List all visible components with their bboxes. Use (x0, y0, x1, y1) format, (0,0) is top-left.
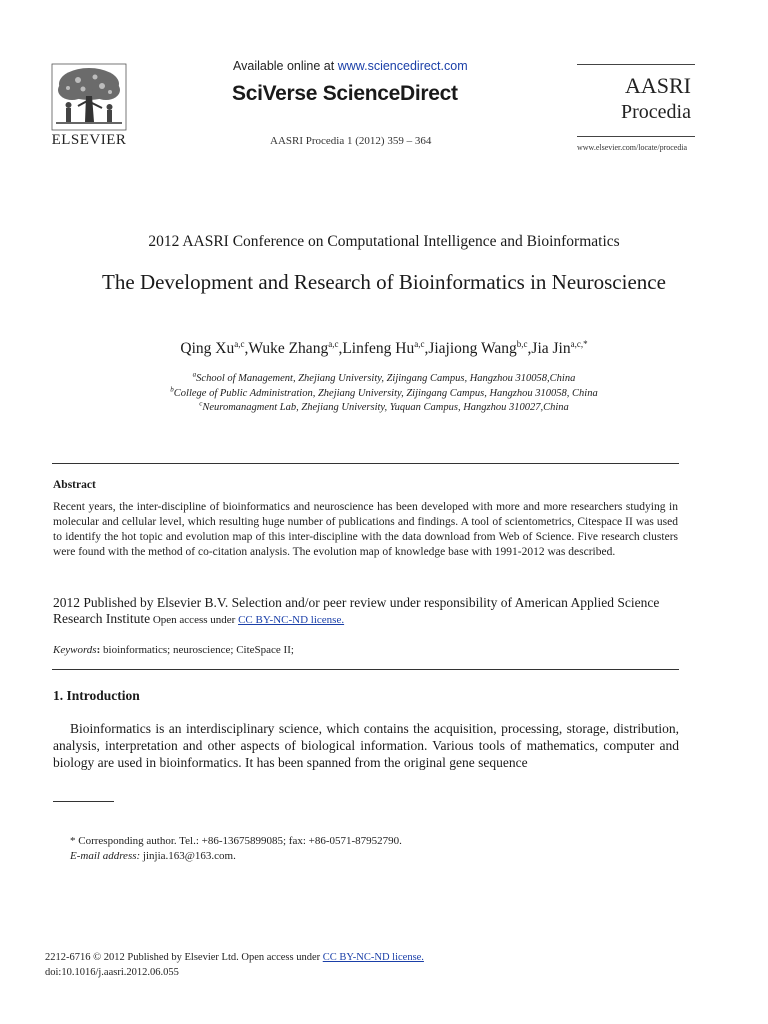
author-separator: , (338, 340, 343, 357)
affiliation-mark: a (192, 370, 197, 379)
doi-line: doi:10.1016/j.aasri.2012.06.055 (45, 967, 179, 978)
abstract-bottom-rule (52, 669, 679, 670)
affiliation-a (0, 370, 768, 384)
publisher-name: ELSEVIER (51, 132, 127, 148)
abstract-body: Recent years, the inter-discipline of bioinformatics and neuroscience has been developed with more and more researchers studying in molecular and cellular level, which resulting huge number of publications and findings. A tool of scientometrics, Citespace II was used to identify the hot topic and evolution map of this inter-discipline with the data download from Web of Science. Five research clusters were found with the method of co-citation analysis. The evolution map of knowledge base with 1991-2012 was described. (53, 501, 678, 558)
author-name: Qing Xu (180, 340, 235, 357)
affiliation-text: School of Management, Zhejiang University, Zijingang Campus, Hangzhou 310058,China (196, 373, 576, 384)
author-name: Linfeng Hu (342, 340, 415, 357)
author-affiliation-mark: a,c (328, 338, 339, 349)
issn-line (45, 952, 424, 963)
affiliation-mark: b (170, 385, 174, 394)
affiliation-b (0, 385, 768, 399)
author-separator: , (527, 340, 532, 357)
cc-license-link[interactable]: CC BY-NC-ND license. (238, 614, 345, 626)
copyright-text: 2012 Published by Elsevier B.V. Selection and/or peer review under responsibility of American Applied Science Research Institute (53, 595, 660, 626)
keywords-text: bioinformatics; neuroscience; CiteSpace II; (100, 644, 294, 656)
author-affiliation-mark: a,c,* (570, 338, 588, 349)
author-separator: , (244, 340, 249, 357)
open-access-text: Open access under (238, 952, 323, 963)
journal-box-bottom-rule (577, 136, 695, 137)
journal-url-link[interactable]: www.elsevier.com/locate/procedia (577, 143, 688, 152)
abstract-top-rule (52, 463, 679, 464)
paper-title: The Development and Research of Bioinformatics in Neuroscience (102, 270, 666, 294)
affiliation-c (0, 399, 768, 413)
footnote-rule (53, 801, 114, 802)
available-online-prefix: Available online at (233, 59, 338, 73)
issn-text: 2212-6716 © 2012 Published by Elsevier Ltd. (45, 952, 239, 963)
journal-name-procedia: Procedia (621, 101, 691, 123)
corresponding-author-note: * Corresponding author. Tel.: +86-13675899085; fax: +86-0571-87952790. (70, 835, 402, 847)
author-name: Jia Jin (531, 340, 571, 357)
journal-name-aasri: AASRI (624, 73, 691, 98)
conference-name: 2012 AASRI Conference on Computational Intelligence and Bioinformatics (148, 233, 620, 250)
affiliation-text: College of Public Administration, Zhejiang University, Zijingang Campus, Hangzhou 310058, China (173, 388, 598, 399)
cc-license-link[interactable]: CC BY-NC-ND license. (322, 952, 424, 963)
sciverse-sciencedirect-logo: SciVerse ScienceDirect (232, 82, 458, 105)
introduction-body: Bioinformatics is an interdisciplinary science, which contains the acquisition, processing, storage, distribution, analysis, interpretation and other aspects of biological information. Various tools of mathematics, computer and biology are used in bioinformatics. It has been spanned from the original gene sequence (53, 721, 679, 770)
journal-box-top-rule (577, 64, 695, 65)
keywords-label: Keywords (53, 644, 97, 656)
copyright-statement (53, 595, 678, 628)
author-affiliation-mark: a,c (414, 338, 425, 349)
elsevier-tree-logo (50, 62, 128, 132)
author-affiliation-mark: b,c (516, 338, 528, 349)
sciencedirect-link[interactable]: www.sciencedirect.com (337, 59, 468, 73)
journal-citation: AASRI Procedia 1 (2012) 359 – 364 (270, 135, 432, 147)
author-list (0, 340, 768, 358)
author-separator: , (424, 340, 429, 357)
keywords-line: Keywords: bioinformatics; neuroscience; CiteSpace II; (53, 644, 294, 656)
email-line (70, 850, 236, 862)
author-name: Jiajiong Wang (428, 340, 517, 357)
available-online-line (233, 59, 468, 73)
email-label: E-mail address: (70, 850, 141, 862)
abstract-heading: Abstract (53, 479, 96, 491)
author-name: Wuke Zhang (248, 340, 329, 357)
open-access-text: Open access under (150, 614, 239, 626)
introduction-heading: 1. Introduction (53, 688, 140, 703)
affiliation-text: Neuromanagment Lab, Zhejiang University, Yuquan Campus, Hangzhou 310027,China (202, 402, 569, 413)
email-address: jinjia.163@163.com. (140, 850, 236, 862)
author-affiliation-mark: a,c (234, 338, 245, 349)
affiliation-mark: c (199, 399, 203, 408)
